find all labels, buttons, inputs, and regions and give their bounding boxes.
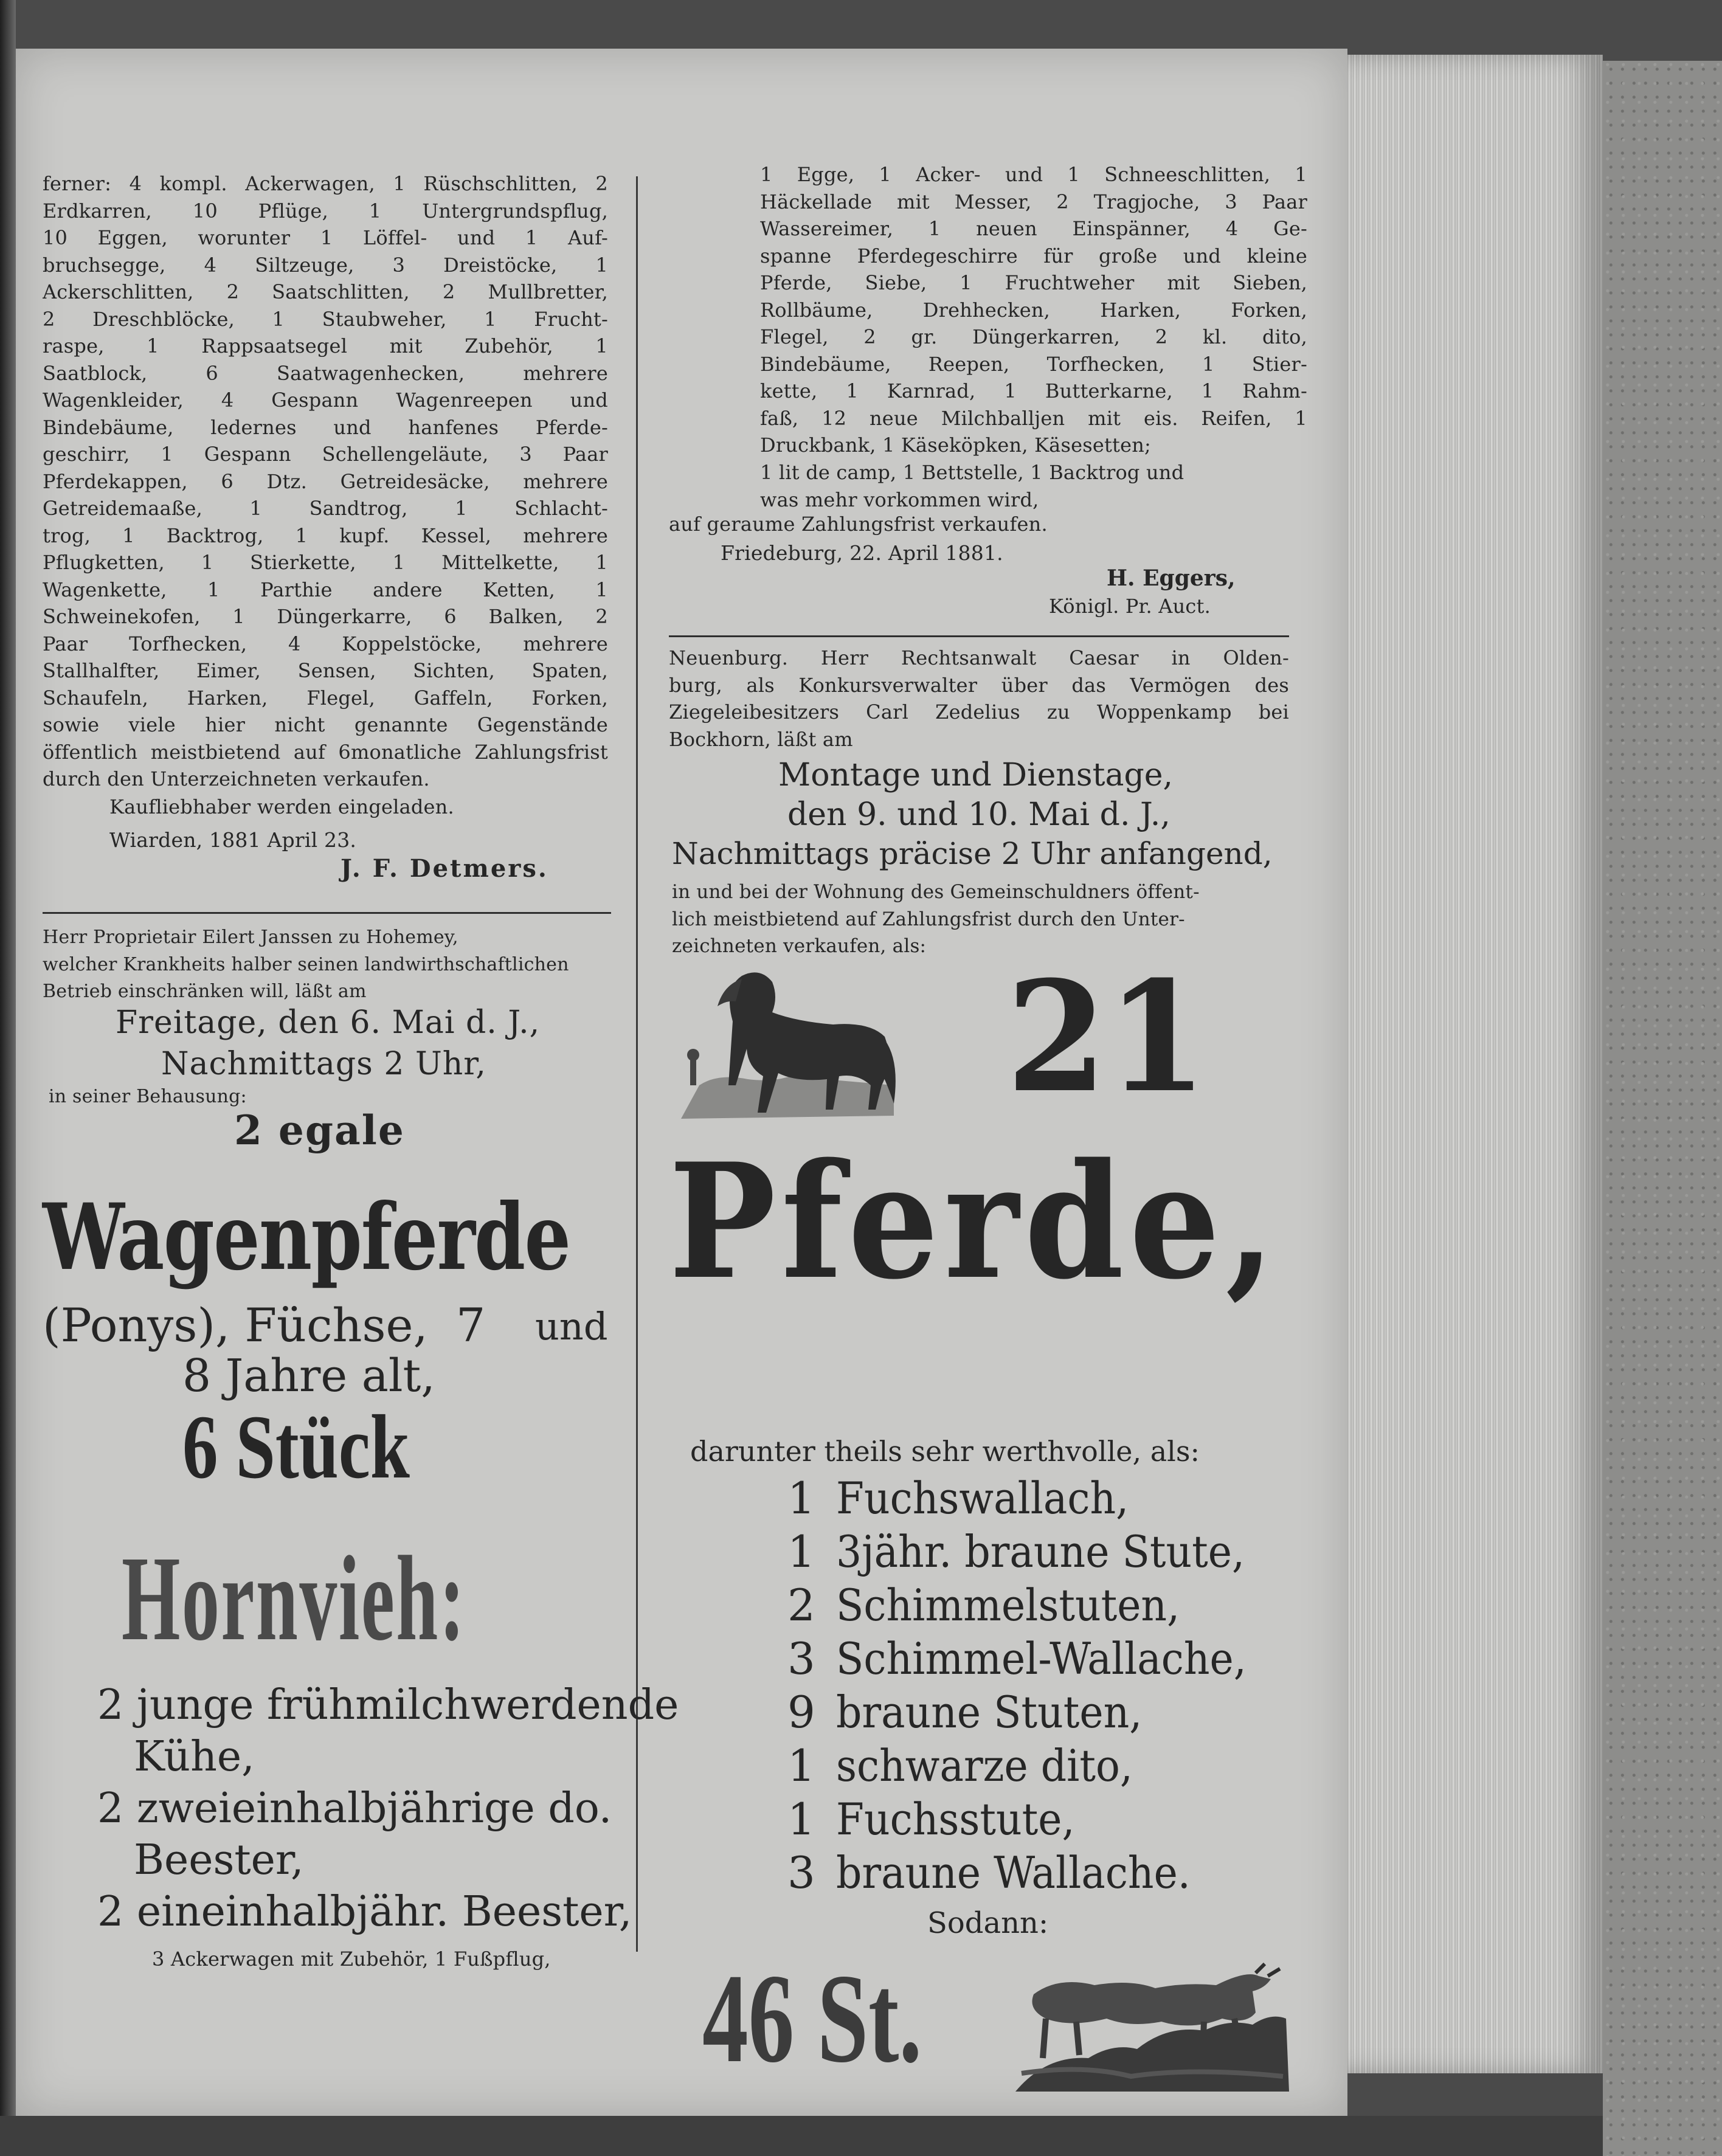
text-line: öffentlich meistbietend auf 6monatliche Zahlungsfrist — [43, 740, 608, 764]
horse-qty: 2 — [787, 1580, 815, 1631]
eggers-place-date: Friedeburg, 22. April 1881. — [721, 541, 1003, 565]
text-line: Ackerschlitten, 2 Saatschlitten, 2 Mullbretter, — [43, 280, 608, 303]
horse-desc: Schimmel-Wallache, — [836, 1633, 1247, 1684]
headline-wagenpferde: Wagenpferde — [43, 1184, 570, 1291]
text-line: was mehr vorkommen wird, — [760, 488, 1039, 511]
eggers-title: Königl. Pr. Auct. — [1049, 595, 1211, 618]
text-line: faß, 12 neue Milchballjen mit eis. Reifen, 1 — [760, 406, 1307, 430]
signature-eggers: H. Eggers, — [1107, 565, 1236, 591]
text-line: raspe, 1 Rappsaatsegel mit Zubehör, 1 — [43, 334, 608, 358]
horse-desc: 3jähr. braune Stute, — [836, 1526, 1245, 1577]
sodann-line: Sodann: — [927, 1906, 1049, 1940]
auction-time: Nachmittags 2 Uhr, — [161, 1046, 486, 1082]
age-line: 8 Jahre alt, — [182, 1350, 435, 1402]
ad-separator-right — [669, 635, 1289, 637]
item-heifers-cont: Beester, — [134, 1836, 304, 1884]
ponys-seven: 7 — [456, 1298, 486, 1352]
book-gutter — [0, 0, 16, 2156]
janssen-intro — [43, 924, 608, 1006]
horse-list-item — [787, 1471, 1154, 1525]
auction-list-detmers — [43, 170, 608, 793]
text-line: 2 Dreschblöcke, 1 Staubweher, 1 Frucht- — [43, 307, 608, 331]
horse-list-item — [787, 1685, 1169, 1739]
text-line: Wagenkette, 1 Parthie andere Ketten, 1 — [43, 578, 608, 601]
text-line: Neuenburg. Herr Rechtsanwalt Caesar in Olden- — [669, 646, 1289, 669]
invite-line: Kaufliebhaber werden eingeladen. — [109, 795, 454, 818]
text-line: 1 Egge, 1 Acker- und 1 Schneeschlitten, 1 — [760, 163, 1307, 186]
horse-qty: 1 — [787, 1740, 815, 1791]
text-line: Wassereimer, 1 neuen Einspänner, 4 Ge- — [760, 217, 1307, 240]
item-yearlings: 2 eineinhalbjähr. Beester, — [97, 1888, 632, 1936]
headline-pferde: Pferde, — [669, 1129, 1281, 1315]
text-line: Stallhalfter, Eimer, Sensen, Sichten, Spaten, — [43, 659, 608, 682]
sale-terms: auf geraume Zahlungsfrist verkaufen. — [669, 513, 1048, 536]
horse-qty: 3 — [787, 1847, 815, 1898]
text-line: lich meistbietend auf Zahlungsfrist durch den Unter- — [672, 908, 1185, 930]
left-column — [30, 122, 679, 2104]
auction-start-time: Nachmittags präcise 2 Uhr anfangend, — [672, 836, 1273, 871]
text-line: zeichneten verkaufen, als: — [672, 935, 927, 957]
text-line: Häckellade mit Messer, 2 Tragjoche, 3 Paar — [760, 190, 1307, 213]
text-line: Flegel, 2 gr. Düngerkarren, 2 kl. dito, — [760, 325, 1307, 348]
book-cover-board — [1603, 61, 1722, 2156]
text-line: Schaufeln, Harken, Flegel, Gaffeln, Forken, — [43, 686, 608, 710]
text-line: Betrieb einschränken will, läßt am — [43, 981, 367, 1002]
text-line: burg, als Konkursverwalter über das Vermögen des — [669, 673, 1289, 697]
horse-count: 21 — [1006, 947, 1208, 1126]
among-line: darunter theils sehr werthvolle, als: — [690, 1435, 1200, 1468]
text-line: Schweinekofen, 1 Düngerkarre, 6 Balken, 2 — [43, 605, 608, 628]
text-line: Erdkarren, 10 Pflüge, 1 Untergrundspflug, — [43, 199, 608, 223]
horse-desc: braune Wallache. — [836, 1847, 1191, 1898]
text-line: Bindebäume, ledernes und hanfenes Pferde- — [43, 415, 608, 439]
zedelius-intro — [669, 644, 1289, 753]
text-line: bruchsegge, 4 Siltzeuge, 3 Dreistöcke, 1 — [43, 253, 608, 277]
text-line: Druckbank, 1 Käseköpken, Käsesetten; — [760, 434, 1152, 457]
ponys-left: (Ponys), Füchse, — [43, 1298, 428, 1352]
text-line: geschirr, 1 Gespann Schellengeläute, 3 Paar — [43, 443, 608, 466]
signature-detmers: J. F. Detmers. — [341, 854, 548, 883]
auction-dates: den 9. und 10. Mai d. J., — [787, 796, 1170, 833]
text-line: durch den Unterzeichneten verkaufen. — [43, 767, 430, 790]
horse-qty: 9 — [787, 1687, 815, 1738]
stueck-line: 6 Stück — [182, 1397, 410, 1498]
text-line: kette, 1 Karnrad, 1 Butterkarne, 1 Rahm- — [760, 379, 1307, 403]
text-line: sowie viele hier nicht genannte Gegenstände — [43, 713, 608, 736]
auction-days: Montage und Dienstage, — [778, 757, 1174, 793]
text-line: 10 Eggen, worunter 1 Löffel- und 1 Auf- — [43, 226, 608, 249]
horse-desc: braune Stuten, — [836, 1687, 1143, 1738]
headline-hornvieh: Hornvieh: — [122, 1532, 466, 1666]
text-line: ferner: 4 kompl. Ackerwagen, 1 Rüschschlitten, 2 — [43, 172, 608, 195]
horse-qty: 1 — [787, 1794, 815, 1845]
place-date: Wiarden, 1881 April 23. — [109, 828, 357, 852]
horse-desc: schwarze dito, — [836, 1740, 1133, 1791]
horse-qty: 1 — [787, 1526, 815, 1577]
auction-date: Freitage, den 6. Mai d. J., — [116, 1004, 541, 1041]
right-column — [660, 122, 1307, 2104]
horse-desc: Schimmelstuten, — [836, 1580, 1180, 1631]
cattle-count: 46 St. — [702, 1948, 922, 2089]
text-line: 1 lit de camp, 1 Bettstelle, 1 Backtrog und — [760, 461, 1184, 484]
text-line: welcher Krankheits halber seinen landwirthschaftlichen — [43, 953, 569, 975]
horse-list-item — [787, 1525, 1280, 1578]
horse-woodcut-icon — [675, 964, 903, 1128]
horse-list-item — [787, 1846, 1222, 1899]
ponys-and: und — [535, 1304, 608, 1349]
text-line: Getreidemaaße, 1 Sandtrog, 1 Schlacht- — [43, 497, 608, 520]
auction-extra-items — [760, 459, 1307, 513]
book-page-edges — [1347, 55, 1603, 2073]
text-line: Herr Proprietair Eilert Janssen zu Hohemey, — [43, 927, 458, 948]
horse-list-item — [787, 1739, 1158, 1792]
horse-list-item — [787, 1578, 1209, 1632]
text-line: Bockhorn, läßt am — [669, 727, 853, 751]
text-line: Ziegeleibesitzers Carl Zedelius zu Woppenkamp bei — [669, 700, 1289, 724]
scan-bottom-edge — [0, 2116, 1603, 2156]
text-line: spanne Pferdegeschirre für große und kleine — [760, 244, 1307, 268]
horse-list-item — [787, 1632, 1282, 1685]
text-line: Bindebäume, Reepen, Torfhecken, 1 Stier- — [760, 352, 1307, 376]
horse-desc: Fuchsstute, — [836, 1794, 1075, 1845]
horse-qty: 1 — [787, 1473, 815, 1524]
auction-place: in seiner Behausung: — [49, 1086, 247, 1107]
horse-list-item — [787, 1792, 1096, 1846]
cattle-woodcut-icon — [1009, 1952, 1292, 2098]
ad-separator — [43, 912, 611, 914]
text-line: Saatblock, 6 Saatwagenhecken, mehrere — [43, 361, 608, 385]
horse-desc: Fuchswallach, — [836, 1473, 1129, 1524]
text-line: Pferde, Siebe, 1 Fruchtweher mit Sieben, — [760, 271, 1307, 294]
text-line: in und bei der Wohnung des Gemeinschuldners öffent- — [672, 881, 1200, 903]
text-line: Pferdekappen, 6 Dtz. Getreidesäcke, mehrere — [43, 469, 608, 493]
text-line: Paar Torfhecken, 4 Koppelstöcke, mehrere — [43, 632, 608, 655]
item-cows-cont: Kühe, — [134, 1733, 255, 1781]
footer-line: 3 Ackerwagen mit Zubehör, 1 Fußpflug, — [152, 1947, 551, 1971]
auction-list-eggers — [760, 161, 1307, 459]
count-egale: 2 egale — [234, 1107, 405, 1154]
text-line: Pflugketten, 1 Stierkette, 1 Mittelkette, 1 — [43, 551, 608, 574]
text-line: trog, 1 Backtrog, 1 kupf. Kessel, mehrere — [43, 523, 608, 547]
text-line: Rollbäume, Drehhecken, Harken, Forken, — [760, 298, 1307, 322]
item-heifers: 2 zweieinhalbjährige do. — [97, 1785, 612, 1833]
horse-qty: 3 — [787, 1633, 815, 1684]
item-cows: 2 junge frühmilchwerdende — [97, 1681, 679, 1729]
text-line: Wagenkleider, 4 Gespann Wagenreepen und — [43, 389, 608, 412]
